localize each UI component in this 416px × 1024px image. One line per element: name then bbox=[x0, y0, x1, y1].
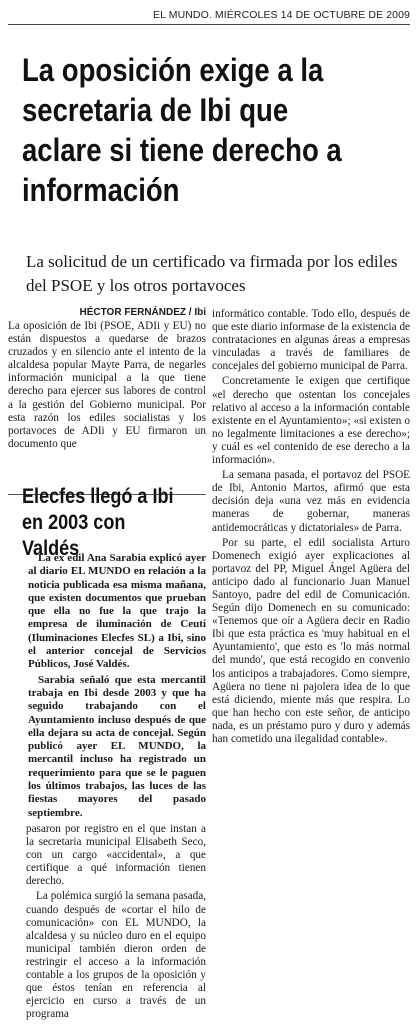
sidebar-column bbox=[28, 552, 206, 819]
paragraph: Por su parte, el edil socialista Arturo Domenech exigió ayer explicaciones al portavoz del PP, Miguel Ángel Agüera del anticipo dado al funcionario Juan Manuel Santoyo, padre del edil de Comunicación. Según dijo Domenech en su comunicado: «Tenemos que oír a Agüera decir en Radio Ibi que esta práctica es 'muy habitual en el Ayuntamiento', que esto es 'lo más normal del mundo', que está recogido en convenio los anticipos a trabajadores. Como siempre, Agüera no tiene ni pajolera idea de lo que está diciendo, miente más que respira. Lo que han hecho con este señor, de anticipo nada, es un préstamo puro y duro y además han cometido una ilegalidad contable». bbox=[212, 536, 410, 745]
paragraph: Concretamente le exigen que certifique «el derecho que ostentan los concejales relativo al acceso a la información contable existente en el Ayuntamiento»; «si existen o no legalmente limitaciones a ese derecho»; y cuál es «el contenido de ese derecho a la información». bbox=[212, 375, 410, 467]
paragraph: La oposición de Ibi (PSOE, ADIi y EU) no están dispuestos a quedarse de brazos cruzados y en silencio ante el intento de la alcaldesa popular Mayte Parra, de negarles información municipal a la que tiene derecho para ejercer sus labores de control a la gestión del Gobierno municipal. Por esta razón los ediles socialistas y los portavoces de ADIi y EU firmaron un documento que bbox=[8, 320, 206, 450]
paragraph: Sarabia señaló que esta mercantil trabaja en Ibi desde 2003 y que ha seguido trabajando con el Ayuntamiento incluso después de que ella dejara su acta de concejal. Según publicó ayer EL MUNDO, la mercantil incluso ha registrado un requerimiento para que se le paguen los últimos trabajos, las luces de las fiestas mayores del pasado septiembre. bbox=[28, 673, 206, 819]
sidebar-title: Elecfes llegó a Ibi en 2003 con Valdés bbox=[22, 485, 174, 560]
paragraph: La polémica surgió la semana pasada, cuando después de «cortar el hilo de comunicación» con EL MUNDO, la alcaldesa y su núcleo duro en el equipo municipal también dieron orden de restringir el acceso a la información contable a los grupos de la oposición y que éstos tenían en referencia al ejercicio en curso a través de un programa bbox=[26, 890, 206, 1021]
header-rule bbox=[8, 24, 410, 25]
article-column-left-bottom bbox=[8, 823, 206, 1020]
article-subhead: La solicitud de un certificado va firmada por los ediles del PSOE y los otros portavoces bbox=[26, 252, 398, 295]
dateline: EL MUNDO. MIÉRCOLES 14 DE OCTUBRE DE 2009 bbox=[153, 9, 410, 21]
article-column-right bbox=[212, 308, 410, 1018]
paragraph: pasaron por registro en el que instan a la secretaria municipal Elisabeth Seco, con un cargo «accidental», a que certifique a qué información tienen derecho. bbox=[26, 823, 206, 888]
paragraph: informático contable. Todo ello, después de que este diario informase de la existencia de contrataciones en algunas áreas a empresas vinculadas a través de familiares de concejales del gobierno municipal de Parra. bbox=[212, 308, 410, 373]
paragraph: La ex edil Ana Sarabia explicó ayer al diario EL MUNDO en relación a la noticia publicada esa misma mañana, que existen documentos que prueban que ella no fue la que trajo la empresa de iluminación de Ceutí (Iluminaciones Elecfes SL) a Ibi, sino el anterior concejal de Servicios Públicos, José Valdés. bbox=[28, 552, 206, 671]
article-headline: La oposición exige a la secretaria de Ibi que aclare si tiene derecho a información bbox=[22, 52, 342, 208]
article-column-left-top bbox=[8, 320, 206, 490]
paragraph: La semana pasada, el portavoz del PSOE de Ibi, Antonio Martos, afirmó que esta decisión deja «una vez más en evidencia maneras de gobernar, maneras antidemocráticas y dictatoriales» de Parra. bbox=[212, 469, 410, 534]
byline: HÉCTOR FERNÁNDEZ / Ibi bbox=[79, 307, 206, 318]
